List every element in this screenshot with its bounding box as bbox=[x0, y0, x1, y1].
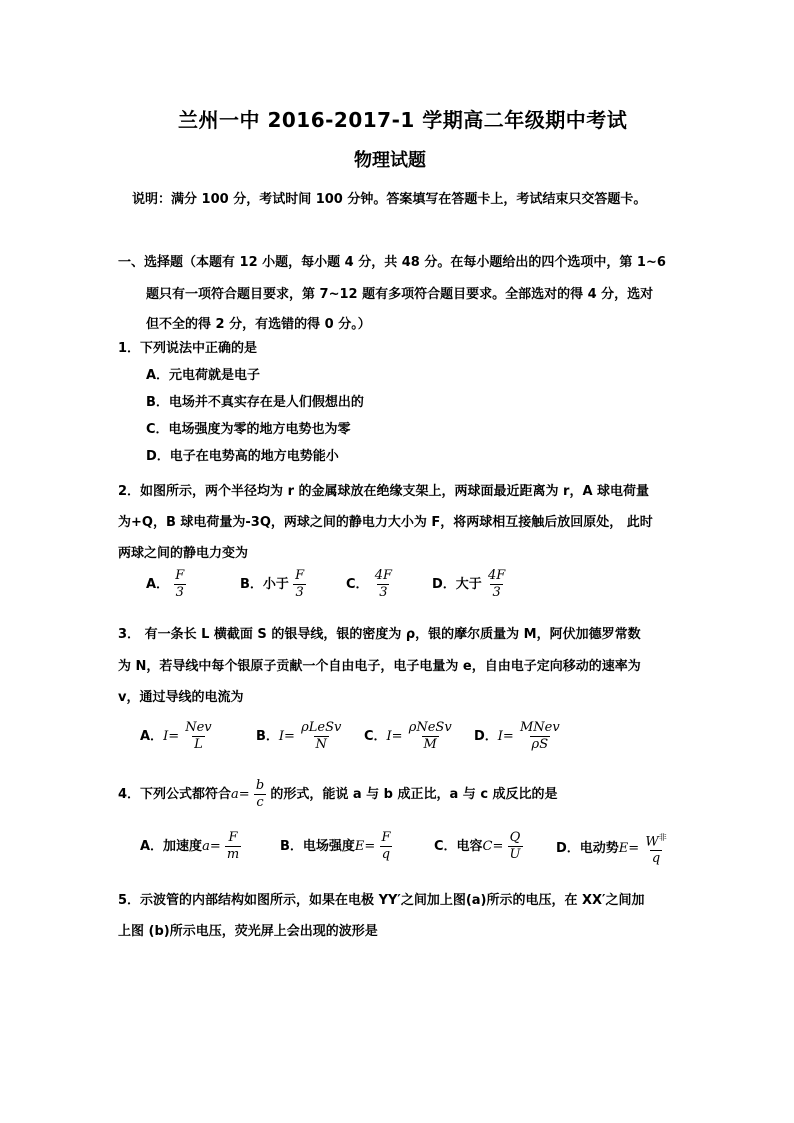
section-instructions-line-1: 一、选择题（本题有 12 小题，每小题 4 分，共 48 分。在每小题给出的四个选项中，第 1~6 bbox=[118, 255, 666, 270]
q4-option-a-label: A．加速度 bbox=[140, 839, 203, 854]
q3-stem-line-3: v，通过导线的电流为 bbox=[118, 690, 244, 705]
q3-d-denominator: ρS bbox=[531, 737, 549, 752]
q3-option-a-fraction bbox=[183, 720, 213, 753]
q3-option-d-label: D． bbox=[474, 729, 498, 744]
q4-stem-suffix: 的形式，能说 a 与 b 成正比，a 与 c 成反比的是 bbox=[270, 787, 558, 802]
q3-option-b-label: B． bbox=[256, 729, 279, 744]
q2-option-c bbox=[346, 568, 394, 601]
q2-d-denominator: 3 bbox=[492, 585, 501, 600]
q4-option-b-label: B．电场强度 bbox=[280, 839, 355, 854]
q4-option-d-lhs: E= bbox=[618, 841, 640, 857]
q3-option-d bbox=[474, 720, 562, 753]
q2-a-denominator: 3 bbox=[175, 585, 184, 600]
q4-b-numerator: F bbox=[381, 830, 391, 845]
q4-b-denominator: q bbox=[381, 847, 391, 862]
exam-note: 说明：满分 100 分，考试时间 100 分钟。答案填写在答题卡上，考试结束只交答题卡。 bbox=[132, 192, 647, 207]
q3-c-denominator: M bbox=[423, 737, 437, 752]
q3-d-numerator: MNev bbox=[519, 720, 560, 735]
q3-option-d-fraction bbox=[518, 720, 562, 753]
q3-a-numerator: Nev bbox=[185, 720, 212, 735]
q4-stem-fraction bbox=[254, 778, 266, 811]
q4-option-a bbox=[140, 830, 241, 863]
q1-stem: 1．下列说法中正确的是 bbox=[118, 341, 258, 356]
q3-a-denominator: L bbox=[194, 737, 203, 752]
q4-option-b-fraction bbox=[379, 830, 392, 863]
q4-a-numerator: F bbox=[228, 830, 238, 845]
page-title: 兰州一中 2016-2017-1 学期高二年级期中考试 bbox=[178, 108, 628, 132]
q4-c-denominator: U bbox=[509, 847, 521, 862]
q2-b-numerator: F bbox=[295, 568, 305, 583]
q2-option-b-label: B．小于 bbox=[240, 577, 289, 592]
q3-option-c-lhs: I= bbox=[386, 729, 403, 744]
q2-stem-line-1: 2．如图所示，两个半径均为 r 的金属球放在绝缘支架上，两球面最近距离为 r，A 球电荷量 bbox=[118, 484, 650, 499]
q2-option-a-fraction bbox=[173, 568, 186, 601]
q3-stem-line-1: 3． 有一条长 L 横截面 S 的银导线，银的密度为 ρ，银的摩尔质量为 M，阿伏加德罗常数 bbox=[118, 627, 641, 642]
q4-option-c bbox=[434, 830, 523, 863]
q4-stem bbox=[118, 778, 558, 811]
q2-option-d-label: D．大于 bbox=[432, 577, 482, 592]
q2-option-c-label: C． bbox=[346, 577, 369, 592]
q4-d-numerator-main: W bbox=[645, 834, 659, 850]
section-instructions-line-3: 但不全的得 2 分，有选错的得 0 分。） bbox=[146, 317, 371, 332]
q4-option-b bbox=[280, 830, 392, 863]
page-subtitle: 物理试题 bbox=[354, 150, 426, 171]
q4-option-a-lhs: a= bbox=[202, 839, 221, 854]
q2-option-b bbox=[240, 568, 306, 601]
q3-option-c-fraction bbox=[407, 720, 454, 753]
q4-option-c-fraction bbox=[508, 830, 523, 863]
q2-option-d bbox=[432, 568, 507, 601]
q3-option-a-lhs: I= bbox=[163, 729, 180, 744]
q3-b-numerator: ρLeSv bbox=[301, 720, 342, 735]
q4-option-c-label: C．电容 bbox=[434, 839, 483, 854]
q3-option-c-label: C． bbox=[364, 729, 387, 744]
q4-option-a-fraction bbox=[225, 830, 241, 863]
q3-option-b-fraction bbox=[299, 720, 343, 753]
q3-option-d-lhs: I= bbox=[497, 729, 514, 744]
q2-stem-line-2: 为+Q，B 球电荷量为-3Q，两球之间的静电力大小为 F，将两球相互接触后放回原处， 此时 bbox=[118, 515, 653, 530]
q4-option-d-fraction bbox=[643, 830, 668, 867]
q1-option-d: D．电子在电势高的地方电势能小 bbox=[146, 449, 339, 464]
q2-c-denominator: 3 bbox=[379, 585, 388, 600]
q3-option-a-label: A． bbox=[140, 729, 164, 744]
q1-option-b: B．电场并不真实存在是人们假想出的 bbox=[146, 395, 364, 410]
q3-option-b-lhs: I= bbox=[278, 729, 295, 744]
section-instructions-line-2: 题只有一项符合题目要求，第 7~12 题有多项符合题目要求。全部选对的得 4 分，选对 bbox=[146, 287, 654, 302]
q4-option-b-lhs: E= bbox=[354, 839, 376, 854]
q4-option-d bbox=[556, 830, 669, 867]
q2-option-c-fraction bbox=[373, 568, 394, 601]
q2-c-numerator: 4F bbox=[374, 568, 392, 583]
q2-d-numerator: 4F bbox=[487, 568, 506, 583]
q5-stem-line-2: 上图 (b)所示电压，荧光屏上会出现的波形是 bbox=[118, 924, 378, 939]
q3-b-denominator: N bbox=[315, 737, 327, 752]
q2-option-a-label: A． bbox=[146, 577, 170, 592]
q2-option-a bbox=[146, 568, 186, 601]
q3-option-a bbox=[140, 720, 214, 753]
q2-a-numerator: F bbox=[175, 568, 185, 583]
q5-stem-line-1: 5．示波管的内部结构如图所示，如果在电极 YY′之间加上图(a)所示的电压，在 XX′之间加 bbox=[118, 893, 645, 908]
q3-option-b bbox=[256, 720, 343, 753]
q2-option-b-fraction bbox=[293, 568, 306, 601]
q4-d-numerator-subscript: 非 bbox=[658, 833, 667, 842]
q4-option-d-label: D．电动势 bbox=[556, 841, 619, 857]
q2-b-denominator: 3 bbox=[295, 585, 304, 600]
q1-option-a: A．元电荷就是电子 bbox=[146, 368, 261, 383]
q4-c-numerator: Q bbox=[509, 830, 521, 845]
q4-stem-prefix: 4．下列公式都符合 bbox=[118, 787, 232, 802]
q4-option-c-lhs: C= bbox=[482, 839, 504, 854]
q4-a-denominator: m bbox=[226, 847, 240, 862]
q2-stem-line-3: 两球之间的静电力变为 bbox=[118, 546, 249, 561]
q3-c-numerator: ρNeSv bbox=[408, 720, 452, 735]
q2-option-d-fraction bbox=[486, 568, 507, 601]
q1-option-c: C．电场强度为零的地方电势也为零 bbox=[146, 422, 351, 437]
q4-d-numerator bbox=[643, 830, 668, 850]
q4-d-denominator: q bbox=[651, 851, 661, 867]
q4-stem-lhs: a= bbox=[231, 787, 250, 802]
q3-stem-line-2: 为 N，若导线中每个银原子贡献一个自由电子，电子电量为 e，自由电子定向移动的速率为 bbox=[118, 659, 641, 674]
q3-option-c bbox=[364, 720, 454, 753]
q4-stem-denominator: c bbox=[256, 795, 264, 810]
q4-stem-numerator: b bbox=[255, 778, 265, 793]
